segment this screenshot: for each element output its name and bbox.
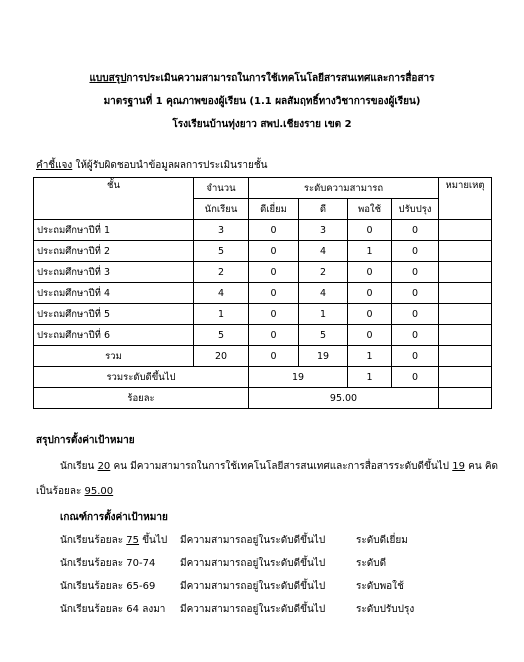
- title-rest: การประเมินความสามารถในการใช้เทคโนโลยีสารสนเทศและการสื่อสาร: [126, 73, 435, 84]
- total-fair: 1: [348, 346, 392, 367]
- row-excellent: 0: [249, 220, 299, 241]
- row-count: 5: [194, 241, 249, 262]
- criteria-condition: มีความสามารถอยู่ในระดับดีขึ้นไป: [180, 558, 326, 569]
- row-good: 2: [299, 262, 348, 283]
- total-label: รวม: [34, 346, 194, 367]
- row-label: ประถมศึกษาปีที่ 1: [34, 220, 194, 241]
- summary-percent-label: เป็นร้อยละ: [36, 486, 85, 497]
- percent-label: ร้อยละ: [34, 388, 249, 409]
- criteria-level: ระดับดี: [356, 558, 387, 569]
- row-remark: [439, 220, 492, 241]
- row-fair: 0: [348, 220, 392, 241]
- row-fair: 0: [348, 304, 392, 325]
- school-line: โรงเรียนบ้านทุ่งยาว สพป.เชียงราย เขต 2: [172, 119, 352, 130]
- percent-remark: [439, 388, 492, 409]
- row-improve: 0: [392, 241, 439, 262]
- summary-text-b: คน มีความสามารถในการใช้เทคโนโลยีสารสนเทศและการสื่อสารระดับดีขึ้นไป: [110, 461, 453, 472]
- row-good: 1: [299, 304, 348, 325]
- row-label: ประถมศึกษาปีที่ 4: [34, 283, 194, 304]
- summary-percent-value: 95.00: [84, 486, 114, 497]
- total-above-row: [34, 367, 492, 388]
- row-count: 5: [194, 325, 249, 346]
- row-good: 4: [299, 241, 348, 262]
- row-label: ประถมศึกษาปีที่ 6: [34, 325, 194, 346]
- summary-paragraph-line1: [60, 459, 498, 474]
- table-row: [34, 220, 492, 241]
- criteria-range: [60, 602, 165, 617]
- criteria-condition: มีความสามารถอยู่ในระดับดีขึ้นไป: [180, 604, 326, 615]
- summary-text-a: นักเรียน: [60, 461, 98, 472]
- criteria-condition: มีความสามารถอยู่ในระดับดีขึ้นไป: [180, 581, 326, 592]
- total-above-label: รวมระดับดีขึ้นไป: [34, 367, 249, 388]
- row-count: 1: [194, 304, 249, 325]
- summary-paragraph-line2: [36, 484, 113, 499]
- criteria-range: [60, 533, 167, 548]
- summary-text-c: คน คิด: [464, 461, 499, 472]
- table-row: [34, 283, 492, 304]
- row-count: 3: [194, 220, 249, 241]
- row-improve: 0: [392, 262, 439, 283]
- header-class: ชั้น: [34, 178, 194, 220]
- criteria-range: [60, 556, 155, 571]
- row-excellent: 0: [249, 241, 299, 262]
- row-fair: 0: [348, 283, 392, 304]
- row-improve: 0: [392, 304, 439, 325]
- criteria-range-text: นักเรียนร้อยละ 65-69: [60, 581, 156, 592]
- document-title: [0, 71, 524, 86]
- row-excellent: 0: [249, 325, 299, 346]
- row-improve: 0: [392, 283, 439, 304]
- instruction: [36, 158, 267, 173]
- row-fair: 1: [348, 241, 392, 262]
- criteria-level: ระดับพอใช้: [356, 581, 404, 592]
- table-row: [34, 241, 492, 262]
- criteria-title: เกณฑ์การตั้งค่าเป้าหมาย: [60, 512, 168, 523]
- row-remark: [439, 325, 492, 346]
- row-remark: [439, 304, 492, 325]
- criteria-condition: มีความสามารถอยู่ในระดับดีขึ้นไป: [180, 535, 326, 546]
- header-good: ดี: [299, 199, 348, 220]
- table-row: [34, 325, 492, 346]
- summary-title: สรุปการตั้งค่าเป้าหมาย: [36, 435, 135, 446]
- criteria-level: ระดับดีเยี่ยม: [356, 535, 408, 546]
- total-above-fair: 1: [348, 367, 392, 388]
- criteria-range-number: 75: [126, 535, 140, 546]
- percent-value: 95.00: [249, 388, 439, 409]
- row-good: 5: [299, 325, 348, 346]
- row-good: 3: [299, 220, 348, 241]
- row-remark: [439, 241, 492, 262]
- total-good: 19: [299, 346, 348, 367]
- table-header-row: [34, 178, 492, 199]
- percent-row: [34, 388, 492, 409]
- row-remark: [439, 283, 492, 304]
- criteria-range-text: นักเรียนร้อยละ: [60, 535, 127, 546]
- total-above-improve: 0: [392, 367, 439, 388]
- total-excellent: 0: [249, 346, 299, 367]
- criteria-range-suffix: ขึ้นไป: [139, 535, 168, 546]
- row-excellent: 0: [249, 304, 299, 325]
- header-level-group: ระดับความสามารถ: [249, 178, 439, 199]
- header-improve: ปรับปรุง: [392, 199, 439, 220]
- row-remark: [439, 262, 492, 283]
- header-count-line2: นักเรียน: [194, 199, 249, 220]
- title-prefix: แบบสรุป: [89, 73, 127, 84]
- row-count: 2: [194, 262, 249, 283]
- summary-student-count: 20: [97, 461, 111, 472]
- row-label: ประถมศึกษาปีที่ 2: [34, 241, 194, 262]
- total-count: 20: [194, 346, 249, 367]
- criteria-range-text: นักเรียนร้อยละ 70-74: [60, 558, 156, 569]
- criteria-range-text: นักเรียนร้อยละ 64 ลงมา: [60, 604, 166, 615]
- row-count: 4: [194, 283, 249, 304]
- header-remark: หมายเหตุ: [439, 178, 492, 220]
- header-fair: พอใช้: [348, 199, 392, 220]
- row-excellent: 0: [249, 283, 299, 304]
- row-excellent: 0: [249, 262, 299, 283]
- row-improve: 0: [392, 220, 439, 241]
- total-above-good-up: 19: [249, 367, 348, 388]
- row-label: ประถมศึกษาปีที่ 3: [34, 262, 194, 283]
- row-improve: 0: [392, 325, 439, 346]
- evaluation-table: [33, 177, 492, 409]
- criteria-range: [60, 579, 155, 594]
- row-good: 4: [299, 283, 348, 304]
- table-row: [34, 262, 492, 283]
- instruction-text: ให้ผู้รับผิดชอบนำข้อมูลผลการประเมินรายชั้น: [72, 160, 268, 171]
- instruction-label: คำชี้แจง: [36, 160, 73, 171]
- total-remark: [439, 346, 492, 367]
- header-excellent: ดีเยี่ยม: [249, 199, 299, 220]
- summary-pass-count: 19: [452, 461, 465, 472]
- row-fair: 0: [348, 262, 392, 283]
- row-fair: 0: [348, 325, 392, 346]
- standard-line: มาตรฐานที่ 1 คุณภาพของผู้เรียน (1.1 ผลสัมฤทธิ์ทางวิชาการของผู้เรียน): [103, 96, 421, 107]
- header-count-line1: จำนวน: [194, 178, 249, 199]
- table-row: [34, 304, 492, 325]
- total-improve: 0: [392, 346, 439, 367]
- total-above-remark: [439, 367, 492, 388]
- row-label: ประถมศึกษาปีที่ 5: [34, 304, 194, 325]
- total-row: [34, 346, 492, 367]
- criteria-level: ระดับปรับปรุง: [356, 604, 415, 615]
